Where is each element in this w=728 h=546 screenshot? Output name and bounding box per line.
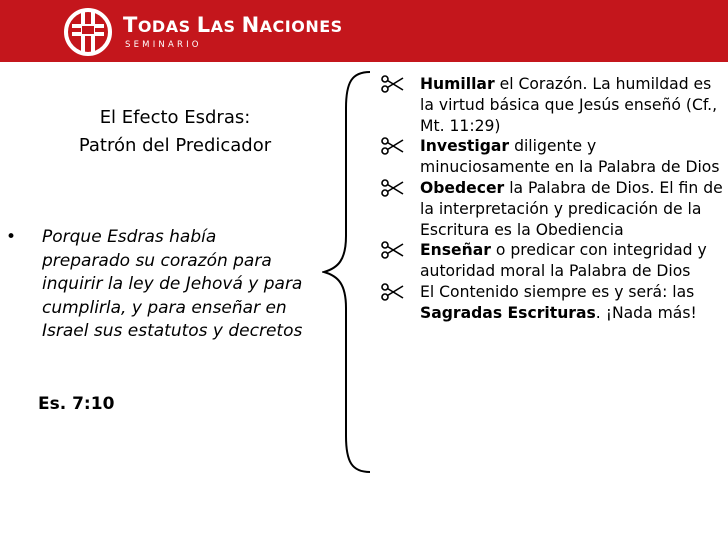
brand-name: TODAS LAS NACIONES (123, 13, 343, 37)
brand-subtitle: SEMINARIO (125, 40, 202, 50)
title-line-1: El Efecto Esdras: (99, 107, 251, 128)
verse-text: Porque Esdras había preparado su corazón para inquirir la ley de Jehová y para cumplirla, y para enseñar en Israel sus estatutos y decretos (42, 227, 303, 341)
scissors-icon (380, 283, 404, 301)
slide-title (40, 104, 310, 160)
scissors-icon (380, 75, 404, 93)
header-banner (0, 0, 728, 62)
scissors-icon (380, 179, 404, 197)
list-item: Investigar diligente y minuciosamente en la Palabra de Dios (378, 136, 723, 178)
scissors-icon (380, 241, 404, 259)
verse-reference: Es. 7:10 (38, 394, 115, 414)
list-item: Humillar el Corazón. La humildad es la virtud básica que Jesús enseñó (Cf., Mt. 11:29) (378, 74, 723, 136)
list-item: Obedecer la Palabra de Dios. El fin de la interpretación y predicación de la Escritura es la Obediencia (378, 178, 723, 240)
verse-block (6, 226, 306, 344)
points-list (378, 74, 723, 324)
seminary-logo-icon (62, 6, 114, 58)
list-item: Enseñar o predicar con integridad y autoridad moral la Palabra de Dios (378, 240, 723, 282)
title-line-2: Patrón del Predicador (78, 135, 272, 156)
bullet-icon: • (6, 227, 17, 247)
scissors-icon (380, 137, 404, 155)
list-item: El Contenido siempre es y será: las Sagradas Escrituras. ¡Nada más! (378, 282, 723, 324)
